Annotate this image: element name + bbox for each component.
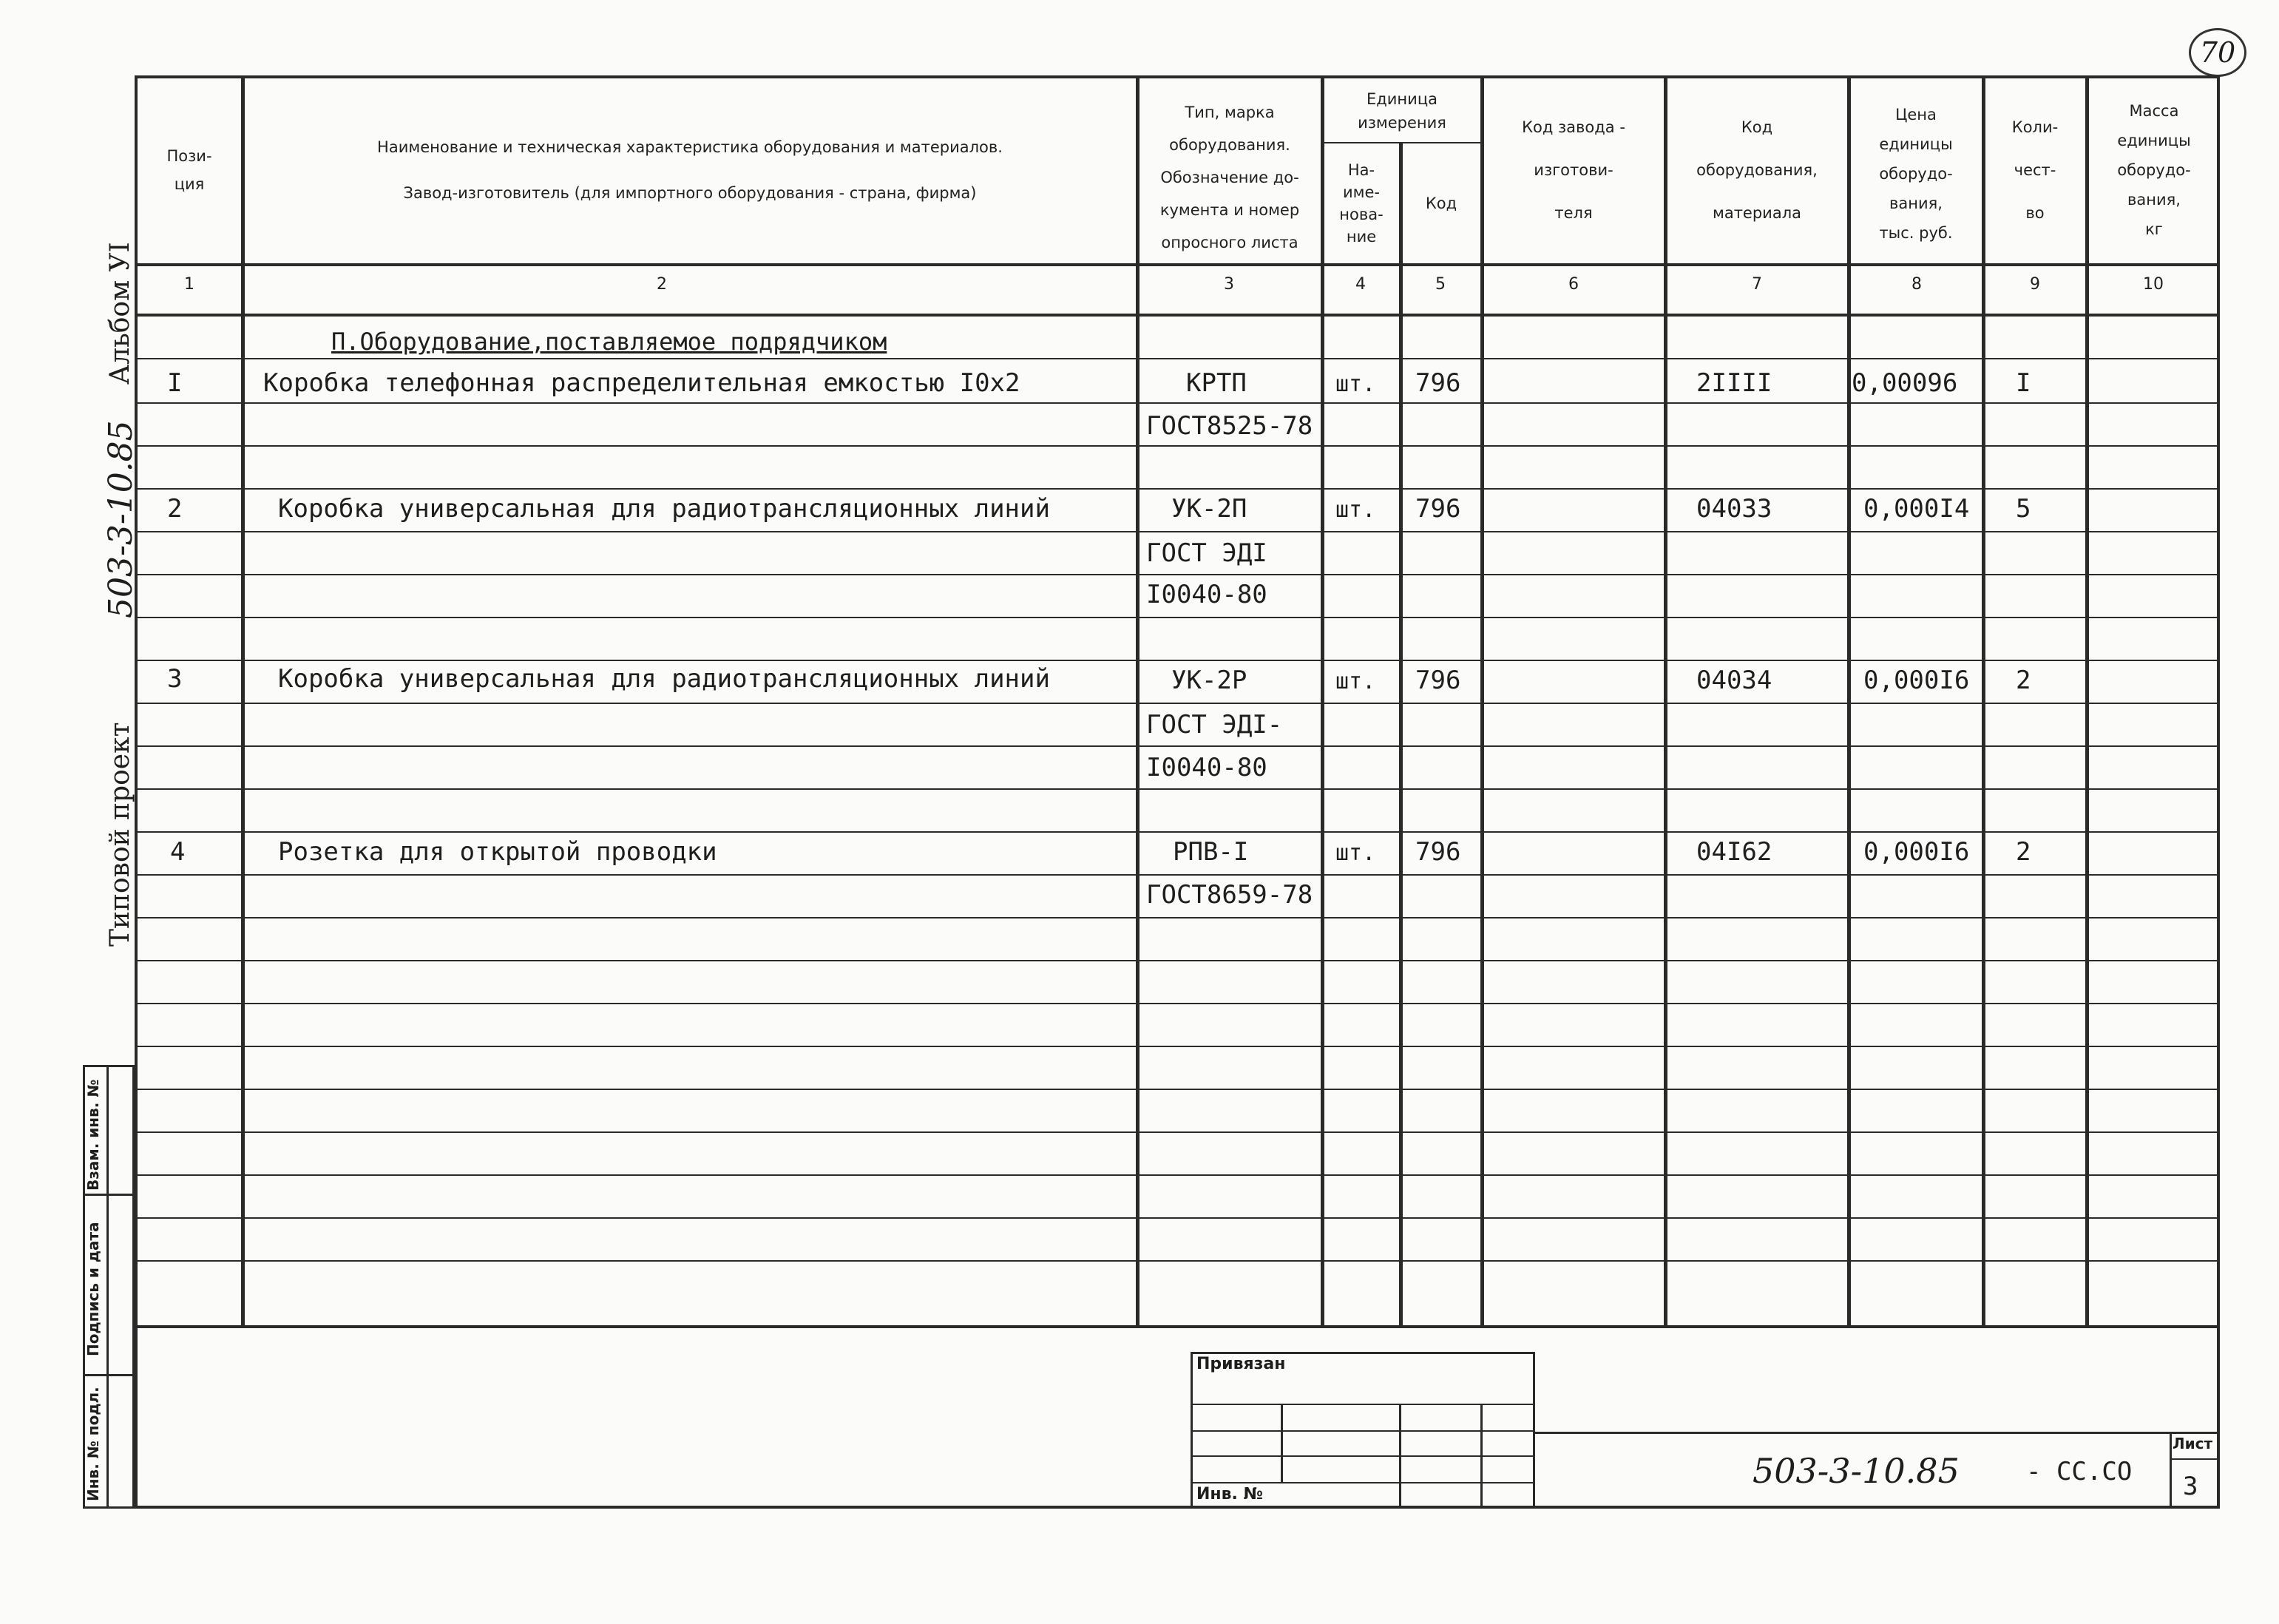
item-quantity: 2: [2016, 666, 2031, 695]
section-title: П.Оборудование,поставляемое подрядчиком: [331, 328, 887, 356]
col-number: 10: [2143, 275, 2164, 294]
item-name: Коробка универсальная для радиотрансляционных линий: [278, 664, 1050, 694]
item-doc: ГОСТ ЭДI-: [1146, 710, 1283, 740]
page-badge: 70: [2189, 28, 2246, 77]
col-number: 7: [1752, 275, 1762, 294]
item-unit-code: 796: [1415, 837, 1461, 867]
item-doc: I0040-80: [1146, 753, 1267, 782]
item-name: Коробка телефонная распределительная емкостью I0х2: [263, 368, 1020, 398]
item-type: УК-2Р: [1171, 666, 1247, 695]
header-unit-code: Код: [1425, 194, 1457, 212]
col-number: 2: [657, 275, 667, 294]
item-price: 0,000I4: [1863, 494, 1970, 524]
vzam-inv-label: Взам. инв. №: [84, 1079, 102, 1191]
album-label: Альбом УI: [105, 242, 135, 385]
item-type: РПВ-I: [1173, 837, 1249, 867]
item-unit: шт.: [1335, 497, 1376, 523]
sheet-label: Лист: [2173, 1435, 2213, 1452]
item-unit-code: 796: [1415, 666, 1461, 695]
item-price: 0,000I6: [1863, 666, 1970, 695]
inv-no-label: Инв. №: [1196, 1485, 1264, 1503]
col-number: 6: [1568, 275, 1579, 294]
col-number: 5: [1435, 275, 1446, 294]
header-price: Цена единицы оборудо- вания, тыс. руб.: [1879, 106, 1953, 242]
item-quantity: 5: [2016, 494, 2031, 524]
col-number: 9: [2030, 275, 2040, 294]
item-name: Коробка универсальная для радиотрансляционных линий: [278, 494, 1050, 524]
doc-code: 503-3-10.85: [1753, 1451, 1960, 1491]
sign-date-label: Подпись и дата: [84, 1222, 102, 1356]
item-type: КРТП: [1186, 368, 1247, 398]
item-position: 3: [167, 664, 183, 694]
privyazan-label: Привязан: [1196, 1355, 1286, 1373]
item-position: 4: [170, 837, 186, 867]
header-unit-name: На- име- нова- ние: [1339, 161, 1384, 246]
item-position: 2: [167, 494, 183, 524]
item-unit-code: 796: [1415, 494, 1461, 524]
item-name: Розетка для открытой проводки: [278, 837, 717, 867]
col-number: 4: [1355, 275, 1366, 294]
item-quantity: I: [2016, 368, 2031, 398]
header-position: Пози- ция: [166, 147, 212, 193]
header-name: Наименование и техническая характеристика оборудования и материалов. Завод-изготовитель (для импортного оборудования - страна, фирма): [377, 138, 1003, 202]
item-unit: шт.: [1335, 840, 1376, 866]
item-doc: ГОСТ8525-78: [1146, 411, 1313, 441]
doc-suffix: - СС.СО: [2026, 1457, 2133, 1486]
item-position: I: [167, 368, 183, 398]
item-equipment-code: 2IIII: [1696, 368, 1772, 398]
header-type: Тип, марка оборудования. Обозначение до- кумента и номер опросного листа: [1159, 104, 1300, 251]
col-number: 8: [1911, 275, 1922, 294]
col-number: 1: [184, 275, 194, 294]
item-equipment-code: 04I62: [1696, 837, 1772, 867]
inv-orig-label: Инв. № подл.: [84, 1387, 102, 1501]
project-type-label: Типовой проект: [105, 722, 135, 947]
project-number-side: 503-3-10.85: [102, 420, 140, 618]
item-equipment-code: 04033: [1696, 494, 1772, 524]
item-unit: шт.: [1335, 669, 1376, 694]
header-mass: Масса единицы оборудо- вания, кг: [2117, 102, 2191, 238]
item-price: 0,00096: [1852, 368, 1958, 398]
item-quantity: 2: [2016, 837, 2031, 867]
item-type: УК-2П: [1171, 494, 1247, 524]
item-price: 0,000I6: [1863, 837, 1970, 867]
item-doc: ГОСТ8659-78: [1146, 880, 1313, 910]
header-unit-group: Единица измерения: [1358, 90, 1446, 132]
header-factory-code: Код завода - изготови- теля: [1522, 118, 1625, 222]
item-doc: I0040-80: [1146, 580, 1267, 609]
header-equipment-code: Код оборудования, материала: [1696, 118, 1818, 222]
item-doc: ГОСТ ЭДI: [1146, 538, 1267, 568]
col-number: 3: [1224, 275, 1234, 294]
header-quantity: Коли- чест- во: [2011, 118, 2059, 222]
item-unit: шт.: [1335, 371, 1376, 397]
item-equipment-code: 04034: [1696, 666, 1772, 695]
item-unit-code: 796: [1415, 368, 1461, 398]
sheet-number: 3: [2183, 1472, 2198, 1501]
